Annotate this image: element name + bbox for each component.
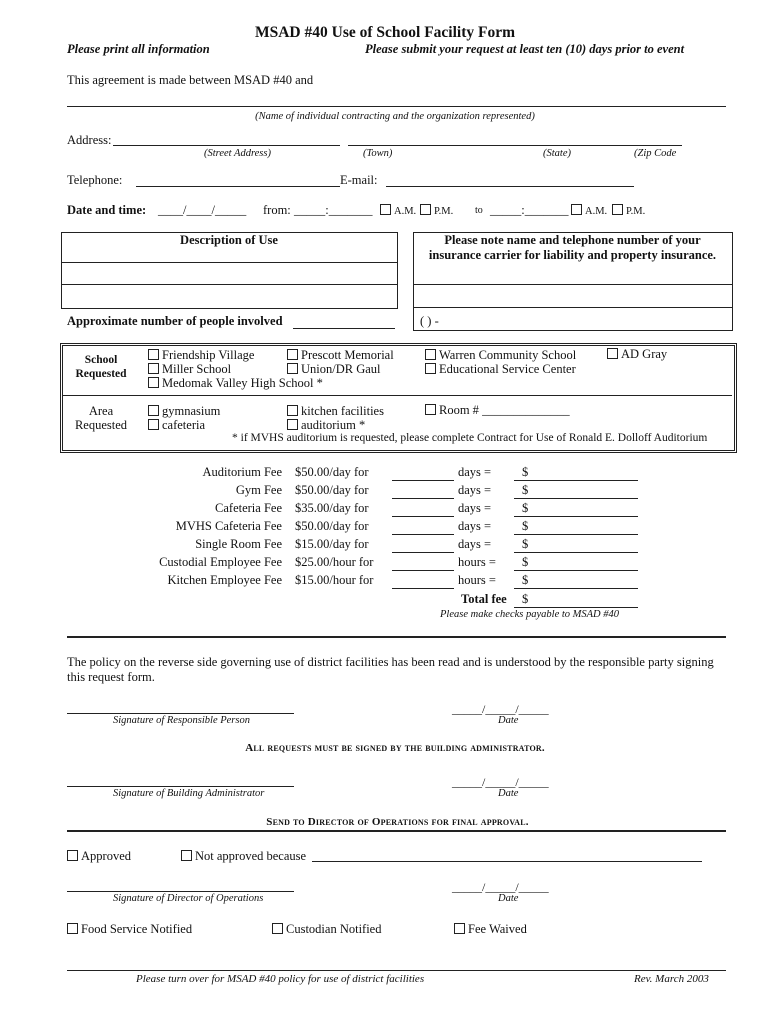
director-signature-line[interactable] — [67, 891, 294, 892]
address-label: Address: — [67, 133, 112, 147]
area-requested-label: Area Requested — [74, 404, 128, 432]
fee-quantity-line[interactable] — [392, 480, 454, 481]
fee-name: MVHS Cafeteria Fee — [175, 519, 282, 533]
insurance-header-line2: insurance carrier for liability and property insurance. — [428, 248, 717, 262]
area-option-auditorium[interactable]: auditorium * — [287, 418, 365, 433]
fee-name: Custodial Employee Fee — [159, 555, 282, 569]
school-requested-label: School Requested — [75, 354, 127, 380]
street-line[interactable] — [113, 145, 340, 146]
insurance-phone-field[interactable]: ( ) - — [420, 314, 439, 328]
area-option-cafeteria[interactable]: cafeteria — [148, 418, 205, 433]
responsible-date-caption: Date — [498, 715, 519, 726]
fee-dollar: $ — [522, 555, 529, 569]
area-option-kitchen[interactable]: kitchen facilities — [287, 404, 384, 419]
school-option-educational-service-center[interactable]: Educational Service Center — [425, 362, 576, 377]
total-fee-label: Total fee — [461, 592, 507, 606]
people-line[interactable] — [293, 328, 395, 329]
area-option-room[interactable]: Room # ______________ — [425, 403, 570, 418]
responsible-date-blank[interactable]: _____/_____/_____ — [452, 702, 549, 716]
fee-amount-line[interactable] — [514, 534, 638, 535]
fee-amount-line[interactable] — [514, 498, 638, 499]
insurance-carrier-field[interactable] — [413, 285, 731, 307]
fee-unit: days = — [458, 465, 492, 479]
fee-amount-line[interactable] — [514, 552, 638, 553]
from-pm-checkbox[interactable]: P.M. — [420, 204, 453, 217]
policy-text-line2: this request form. — [67, 670, 155, 684]
payable-note: Please make checks payable to MSAD #40 — [440, 609, 620, 620]
fee-quantity-line[interactable] — [392, 588, 454, 589]
footer-note: Please turn over for MSAD #40 policy for use of district facilities — [136, 973, 425, 985]
director-signature-caption: Signature of Director of Operations — [113, 893, 264, 904]
director-date-blank[interactable]: _____/_____/_____ — [452, 880, 549, 894]
people-label: Approximate number of people involved — [67, 314, 283, 328]
fee-rate: $50.00/day for — [295, 483, 369, 497]
description-field-1[interactable] — [61, 263, 396, 284]
fee-quantity-line[interactable] — [392, 534, 454, 535]
to-time-blank[interactable]: _____:_______ — [490, 203, 569, 217]
fee-quantity-line[interactable] — [392, 570, 454, 571]
fee-dollar: $ — [522, 537, 529, 551]
to-pm-checkbox[interactable]: P.M. — [612, 204, 645, 217]
revision-note: Rev. March 2003 — [634, 973, 709, 985]
description-header: Description of Use — [180, 233, 278, 247]
fee-name: Cafeteria Fee — [215, 501, 282, 515]
date-time-label: Date and time: — [67, 203, 147, 217]
fee-dollar: $ — [522, 573, 529, 587]
telephone-line[interactable] — [136, 186, 340, 187]
fee-name: Single Room Fee — [195, 537, 282, 551]
school-option-warren-community[interactable]: Warren Community School — [425, 348, 576, 363]
fee-unit: hours = — [458, 555, 496, 569]
fee-unit: days = — [458, 483, 492, 497]
total-fee-line[interactable] — [514, 607, 638, 608]
footer-divider — [67, 970, 726, 971]
school-option-friendship-village[interactable]: Friendship Village — [148, 348, 254, 363]
fee-amount-line[interactable] — [514, 516, 638, 517]
fee-waived-checkbox[interactable]: Fee Waived — [454, 922, 527, 937]
page-title: MSAD #40 Use of School Facility Form — [254, 24, 516, 41]
room-number-blank[interactable]: ______________ — [482, 403, 570, 417]
fee-quantity-line[interactable] — [392, 516, 454, 517]
telephone-label: Telephone: — [67, 173, 123, 187]
custodian-checkbox[interactable]: Custodian Notified — [272, 922, 381, 937]
admin-signature-caption: Signature of Building Administrator — [113, 788, 265, 799]
fee-rate: $15.00/hour for — [295, 573, 374, 587]
email-line[interactable] — [386, 186, 634, 187]
school-option-miller[interactable]: Miller School — [148, 362, 231, 377]
fee-dollar: $ — [522, 465, 529, 479]
fee-unit: days = — [458, 501, 492, 515]
school-option-ad-gray[interactable]: AD Gray — [607, 347, 667, 362]
to-label: to — [475, 205, 483, 216]
fee-rate: $50.00/day for — [295, 519, 369, 533]
print-note: Please print all information — [67, 42, 210, 56]
fee-rate: $25.00/hour for — [295, 555, 374, 569]
submit-note: Please submit your request at least ten (10) days prior to event — [365, 42, 685, 56]
school-option-prescott-memorial[interactable]: Prescott Memorial — [287, 348, 394, 363]
insurance-header-line1: Please note name and telephone number of your — [444, 233, 701, 247]
street-caption: (Street Address) — [204, 148, 271, 159]
admin-notice: All requests must be signed by the building administrator. — [245, 742, 545, 754]
fee-amount-line[interactable] — [514, 480, 638, 481]
admin-date-blank[interactable]: _____/_____/_____ — [452, 775, 549, 789]
fee-name: Gym Fee — [235, 483, 282, 497]
approved-checkbox[interactable]: Approved — [67, 849, 131, 864]
food-service-checkbox[interactable]: Food Service Notified — [67, 922, 192, 937]
fee-dollar: $ — [522, 483, 529, 497]
agreement-intro: This agreement is made between MSAD #40 and — [67, 73, 314, 87]
facility-divider — [63, 395, 732, 396]
to-am-checkbox[interactable]: A.M. — [571, 204, 607, 217]
zip-caption: (Zip Code — [634, 148, 677, 159]
from-am-checkbox[interactable]: A.M. — [380, 204, 416, 217]
fee-rate: $35.00/day for — [295, 501, 369, 515]
fee-unit: days = — [458, 519, 492, 533]
fee-unit: days = — [458, 537, 492, 551]
fee-unit: hours = — [458, 573, 496, 587]
auditorium-note: * if MVHS auditorium is requested, please complete Contract for Use of Ronald E. Dolloff Auditorium — [232, 432, 708, 444]
fee-name: Auditorium Fee — [202, 465, 282, 479]
town-caption: (Town) — [363, 148, 393, 159]
insurance-row-divider-2 — [413, 307, 732, 308]
email-label: E-mail: — [340, 173, 378, 187]
fee-amount-line[interactable] — [514, 570, 638, 571]
director-date-caption: Date — [498, 893, 519, 904]
from-time-blank[interactable]: _____:_______ — [294, 203, 373, 217]
not-approved-checkbox[interactable]: Not approved because — [181, 849, 306, 864]
description-field-2[interactable] — [61, 285, 396, 306]
fee-rate: $50.00/day for — [295, 465, 369, 479]
area-option-gymnasium[interactable]: gymnasium — [148, 404, 220, 419]
fee-amount-line[interactable] — [514, 588, 638, 589]
fee-quantity-line[interactable] — [392, 498, 454, 499]
school-option-medomak-valley[interactable]: Medomak Valley High School * — [148, 376, 323, 391]
total-dollar: $ — [522, 592, 529, 606]
fee-quantity-line[interactable] — [392, 552, 454, 553]
not-approved-reason-line[interactable] — [312, 861, 702, 862]
responsible-signature-line[interactable] — [67, 713, 294, 714]
admin-date-caption: Date — [498, 788, 519, 799]
fee-dollar: $ — [522, 519, 529, 533]
policy-text-line1: The policy on the reverse side governing use of district facilities has been read and is understood by the responsible party signing — [67, 655, 714, 669]
from-label: from: — [263, 203, 291, 217]
fee-dollar: $ — [522, 501, 529, 515]
name-caption: (Name of individual contracting and the organization represented) — [255, 111, 535, 122]
fee-rate: $15.00/day for — [295, 537, 369, 551]
section-divider-1 — [67, 636, 726, 638]
town-state-zip-line[interactable] — [348, 145, 682, 146]
school-option-union-dr-gaul[interactable]: Union/DR Gaul — [287, 362, 381, 377]
date-blank[interactable]: ____/____/_____ — [158, 203, 247, 217]
responsible-signature-caption: Signature of Responsible Person — [113, 715, 250, 726]
fee-name: Kitchen Employee Fee — [167, 573, 282, 587]
name-line[interactable] — [67, 106, 726, 107]
section-divider-2 — [67, 830, 726, 832]
state-caption: (State) — [543, 148, 571, 159]
admin-signature-line[interactable] — [67, 786, 294, 787]
send-notice: Send to Director of Operations for final approval. — [266, 816, 529, 828]
